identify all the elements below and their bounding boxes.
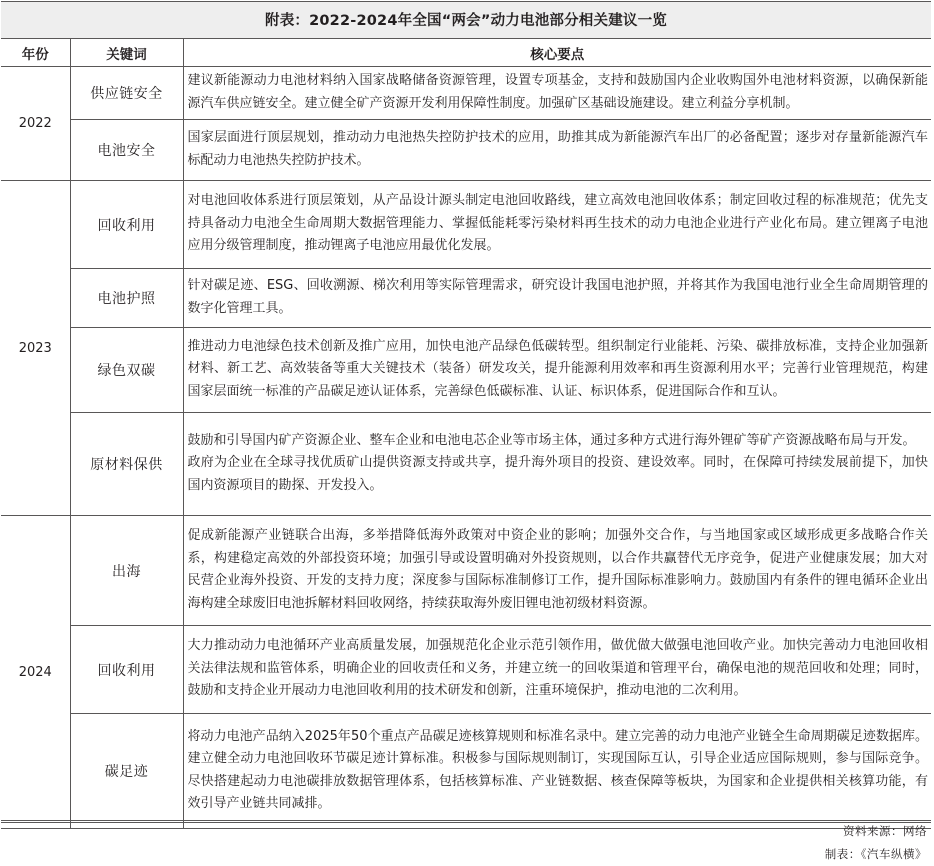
keyword-cell: 电池护照 <box>70 269 183 328</box>
table-title: 附表：2022-2024年全国“两会”动力电池部分相关建议一览 <box>1 1 931 38</box>
core-cell <box>183 714 931 829</box>
core-text: 针对碳足迹、ESG、回收溯源、梯次利用等实际管理需求，研究设计我国电池护照，并将其作为我国电池行业全生命周期管理的数字化管理工具。 <box>187 278 928 316</box>
core-cell <box>183 413 931 516</box>
core-cell <box>183 328 931 413</box>
core-text: 政府为企业在全球寻找优质矿山提供资源支持或共享，提升海外项目的投资、建设效率。同时，在保障可持续发展前提下，加快国内资源项目的勘探、开发投入。 <box>187 455 928 493</box>
table-row <box>1 413 931 516</box>
table-row <box>1 328 931 413</box>
table-row <box>1 67 931 120</box>
top-rule <box>1 1 931 2</box>
year-cell: 2023 <box>1 181 70 516</box>
keyword-cell: 碳足迹 <box>70 714 183 829</box>
core-text: 将动力电池产品纳入2025年50个重点产品碳足迹核算规则和标准名录中。建立完善的动力电池产业链全生命周期碳足迹数据库。建立健全动力电池回收环节碳足迹计算标准。积极参与国际规则制订，实现国际互认，引导企业适应国际规则，参与国际竞争。尽快搭建起动力电池碳排放数据管理体系，包括核算标准、产业链数据、核查保障等板块，为国家和企业提供相关核算功能，有效引导产业链共同减排。 <box>187 728 928 811</box>
core-text: 促成新能源产业链联合出海，多举措降低海外政策对中资企业的影响；加强外交合作，与当地国家或区域形成更多战略合作关系，构建稳定高效的外部投资环境；加强引导或设置明确对外投资规则，以合作共赢替代无序竞争，促进产业健康发展；加大对民营企业海外投资、开发的支持力度；深度参与国际标准制修订工作，提升国际标准影响力。鼓励国内有条件的锂电循环企业出海构建全球废旧电池拆解材料回收网络，持续获取海外废旧锂电池初级材料资源。 <box>187 528 928 611</box>
keyword-cell: 绿色双碳 <box>70 328 183 413</box>
header-year: 年份 <box>1 39 70 67</box>
core-cell <box>183 516 931 626</box>
keyword-cell: 原材料保供 <box>70 413 183 516</box>
core-text: 鼓励和引导国内矿产资源企业、整车企业和电池电芯企业等市场主体，通过多种方式进行海外锂矿等矿产资源战略布局与开发。 <box>187 432 916 448</box>
core-text: 建议新能源动力电池材料纳入国家战略储备资源管理，设置专项基金，支持和鼓励国内企业收购国外电池材料资源，以确保新能源汽车供应链安全。建立健全矿产资源开发利用保障性制度。加强矿区基础设施建设。建立利益分享机制。 <box>187 73 928 111</box>
bottom-rule <box>1 820 931 823</box>
core-cell <box>183 626 931 714</box>
header-row <box>1 39 931 67</box>
table-row <box>1 714 931 829</box>
core-cell <box>183 181 931 269</box>
table-row <box>1 626 931 714</box>
keyword-cell: 电池安全 <box>70 120 183 181</box>
table-row <box>1 120 931 181</box>
document-frame <box>1 1 931 863</box>
table-row <box>1 516 931 626</box>
core-cell <box>183 67 931 120</box>
keyword-cell: 回收利用 <box>70 181 183 269</box>
core-cell <box>183 269 931 328</box>
year-cell: 2024 <box>1 516 70 829</box>
proposals-table <box>1 38 931 829</box>
keyword-cell: 回收利用 <box>70 626 183 714</box>
keyword-cell: 供应链安全 <box>70 67 183 120</box>
core-text: 推进动力电池绿色技术创新及推广应用，加快电池产品绿色低碳转型。组织制定行业能耗、污染、碳排放标准，支持企业加强新材料、新工艺、高效装备等重大关键技术（装备）研发攻关，提升能源利用效率和再生资源利用水平；完善行业管理规范，构建国家层面统一标准的产品碳足迹认证体系，完善绿色低碳标准、认证、标识体系，促进国际合作和互认。 <box>187 338 928 399</box>
table-row <box>1 269 931 328</box>
core-text: 大力推动动力电池循环产业高质量发展，加强规范化企业示范引领作用，做优做大做强电池回收产业。加快完善动力电池回收相关法律法规和监管体系，明确企业的回收责任和义务，并建立统一的回收渠道和管理平台，确保电池的规范回收和处理；同时，鼓励和支持企业开展动力电池回收利用的技术研发和创新，注重环境保护，推动电池的二次利用。 <box>187 638 928 699</box>
table-row <box>1 181 931 269</box>
header-core: 核心要点 <box>183 39 931 67</box>
source-note: 资料来源：网络 <box>843 824 927 838</box>
core-text: 国家层面进行顶层规划，推动动力电池热失控防护技术的应用，助推其成为新能源汽车出厂的必备配置；逐步对存量新能源汽车标配动力电池热失控防护技术。 <box>187 130 928 168</box>
maker-note: 制表：《汽车纵横》 <box>824 847 927 861</box>
year-cell: 2022 <box>1 67 70 181</box>
keyword-cell: 出海 <box>70 516 183 626</box>
header-keyword: 关键词 <box>70 39 183 67</box>
core-cell <box>183 120 931 181</box>
core-text: 对电池回收体系进行顶层策划，从产品设计源头制定电池回收路线，建立高效电池回收体系；制定回收过程的标准规范；优先支持具备动力电池全生命周期大数据管理能力、掌握低能耗零污染材料再生技术的动力电池企业进行产业化布局。建立锂离子电池应用分级管理制度，推动锂离子电池应用最优化发展。 <box>187 193 928 254</box>
